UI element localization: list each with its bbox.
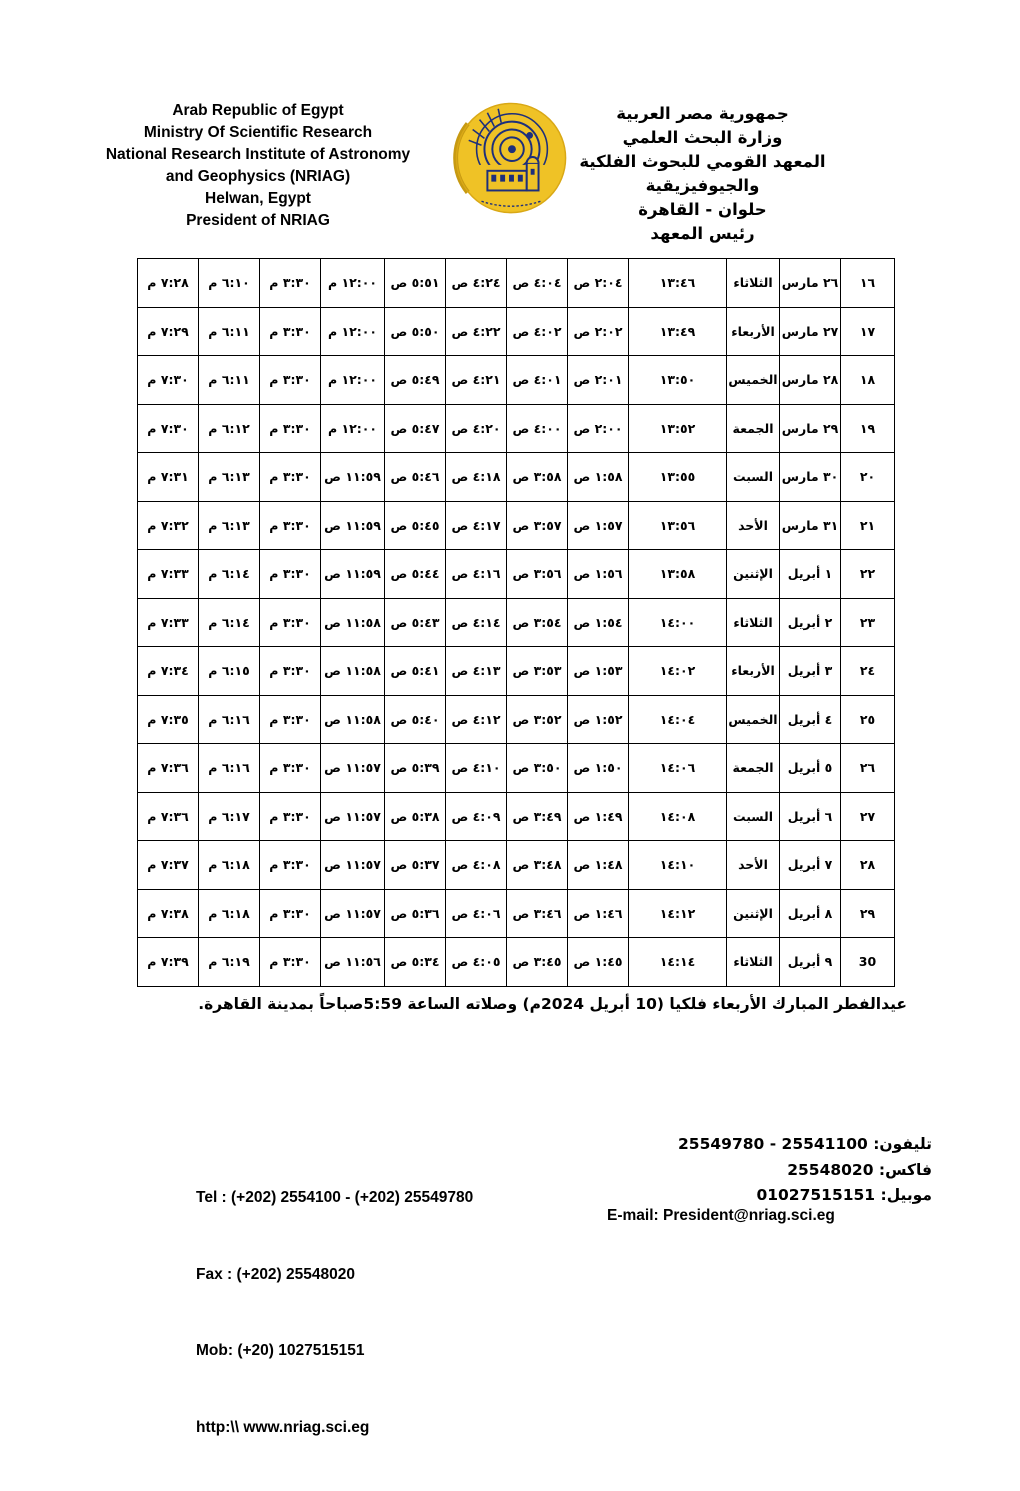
- table-row: [138, 938, 895, 987]
- cell-maghrib: ٦:١٢ م: [199, 404, 260, 453]
- cell-sunrise: ٥:٥١ ص: [385, 259, 446, 308]
- cell-isha: ٧:٣١ م: [138, 453, 199, 502]
- cell-sunrise: ٥:٤٣ ص: [385, 598, 446, 647]
- cell-sunrise: ٥:٣٦ ص: [385, 889, 446, 938]
- cell-duration: ١٣:٥٦: [629, 501, 727, 550]
- cell-suhoor: ١:٤٩ ص: [568, 792, 629, 841]
- letterhead-line: Ministry Of Scientific Research: [143, 124, 373, 141]
- cell-weekday: السبت: [727, 792, 780, 841]
- cell-isha: ٧:٣٣ م: [138, 550, 199, 599]
- cell-dhuhr: ١٢:٠٠ م: [321, 307, 385, 356]
- cell-isha: ٧:٣٦ م: [138, 792, 199, 841]
- cell-dhuhr: ١٢:٠٠ م: [321, 356, 385, 405]
- cell-weekday: الخميس: [727, 695, 780, 744]
- cell-suhoor: ١:٥٣ ص: [568, 647, 629, 696]
- letterhead-line: Helwan, Egypt: [205, 190, 311, 207]
- letterhead-line: جمهورية مصر العربية: [616, 104, 789, 123]
- cell-day: ٢٢: [841, 550, 895, 599]
- cell-duration: ١٤:١٢: [629, 889, 727, 938]
- cell-date: ٤ أبريل: [780, 695, 841, 744]
- cell-isha: ٧:٣٨ م: [138, 889, 199, 938]
- cell-weekday: الأربعاء: [727, 307, 780, 356]
- cell-duration: ١٣:٥٨: [629, 550, 727, 599]
- cell-sunrise: ٥:٤٠ ص: [385, 695, 446, 744]
- cell-duration: ١٣:٥٠: [629, 356, 727, 405]
- cell-fajr: ٤:١٧ ص: [446, 501, 507, 550]
- footer-contact-english: [196, 1134, 473, 1491]
- cell-dhuhr: ١١:٥٩ ص: [321, 453, 385, 502]
- cell-fajr: ٤:١٨ ص: [446, 453, 507, 502]
- cell-sunrise: ٥:٤٧ ص: [385, 404, 446, 453]
- cell-suhoor: ١:٤٦ ص: [568, 889, 629, 938]
- cell-dhuhr: ١٢:٠٠ م: [321, 404, 385, 453]
- cell-sunrise: ٥:٤٩ ص: [385, 356, 446, 405]
- cell-duration: ١٣:٥٢: [629, 404, 727, 453]
- table-row: [138, 404, 895, 453]
- cell-maghrib: ٦:١٥ م: [199, 647, 260, 696]
- cell-sunrise: ٥:٤٦ ص: [385, 453, 446, 502]
- mobile-line-arabic: موبيل: 01027515151: [756, 1186, 932, 1204]
- cell-imsak: ٣:٥٢ ص: [507, 695, 568, 744]
- cell-day: ٢١: [841, 501, 895, 550]
- cell-dhuhr: ١١:٥٨ ص: [321, 695, 385, 744]
- cell-suhoor: ٢:٠٠ ص: [568, 404, 629, 453]
- cell-imsak: ٣:٥٤ ص: [507, 598, 568, 647]
- cell-date: ٢٦ مارس: [780, 259, 841, 308]
- cell-day: ٢٩: [841, 889, 895, 938]
- table-row: [138, 598, 895, 647]
- cell-asr: ٣:٣٠ م: [260, 647, 321, 696]
- cell-imsak: ٤:٠٢ ص: [507, 307, 568, 356]
- cell-duration: ١٤:٠٦: [629, 744, 727, 793]
- table-row: [138, 841, 895, 890]
- cell-duration: ١٣:٥٥: [629, 453, 727, 502]
- letterhead-line: Arab Republic of Egypt: [172, 102, 344, 119]
- timetable-body: [138, 259, 895, 987]
- cell-sunrise: ٥:٤١ ص: [385, 647, 446, 696]
- cell-asr: ٣:٣٠ م: [260, 889, 321, 938]
- table-row: [138, 453, 895, 502]
- cell-suhoor: ١:٥٦ ص: [568, 550, 629, 599]
- cell-maghrib: ٦:١٠ م: [199, 259, 260, 308]
- cell-isha: ٧:٣٢ م: [138, 501, 199, 550]
- cell-date: ٢٩ مارس: [780, 404, 841, 453]
- table-row: [138, 307, 895, 356]
- cell-imsak: ٣:٥٦ ص: [507, 550, 568, 599]
- letterhead-english: [93, 100, 423, 232]
- table-row: [138, 550, 895, 599]
- cell-maghrib: ٦:١٣ م: [199, 501, 260, 550]
- cell-date: ٦ أبريل: [780, 792, 841, 841]
- cell-fajr: ٤:٠٥ ص: [446, 938, 507, 987]
- cell-imsak: ٣:٤٥ ص: [507, 938, 568, 987]
- cell-fajr: ٤:٢١ ص: [446, 356, 507, 405]
- cell-date: ٣١ مارس: [780, 501, 841, 550]
- table-row: [138, 501, 895, 550]
- tel-line: Tel : (+202) 2554100 - (+202) 25549780: [196, 1189, 474, 1206]
- email-line: E-mail: President@nriag.sci.eg: [607, 1207, 835, 1224]
- cell-fajr: ٤:١٣ ص: [446, 647, 507, 696]
- cell-maghrib: ٦:١١ م: [199, 356, 260, 405]
- cell-weekday: الأحد: [727, 501, 780, 550]
- cell-fajr: ٤:١٦ ص: [446, 550, 507, 599]
- cell-weekday: الجمعة: [727, 744, 780, 793]
- cell-fajr: ٤:٠٨ ص: [446, 841, 507, 890]
- cell-duration: ١٤:٠٨: [629, 792, 727, 841]
- table-row: [138, 792, 895, 841]
- cell-sunrise: ٥:٣٩ ص: [385, 744, 446, 793]
- table-row: [138, 356, 895, 405]
- cell-imsak: ٤:٠١ ص: [507, 356, 568, 405]
- tel-line-arabic: تليفون: 25541100 - 25549780: [678, 1135, 932, 1153]
- cell-date: ٢٧ مارس: [780, 307, 841, 356]
- cell-duration: ١٤:١٤: [629, 938, 727, 987]
- cell-asr: ٣:٣٠ م: [260, 501, 321, 550]
- cell-fajr: ٤:١٢ ص: [446, 695, 507, 744]
- cell-date: ٢٨ مارس: [780, 356, 841, 405]
- letterhead-line: President of NRIAG: [186, 212, 330, 229]
- cell-dhuhr: ١١:٥٦ ص: [321, 938, 385, 987]
- cell-imsak: ٤:٠٤ ص: [507, 259, 568, 308]
- cell-date: ٣٠ مارس: [780, 453, 841, 502]
- cell-suhoor: ٢:٠١ ص: [568, 356, 629, 405]
- cell-day: ١٧: [841, 307, 895, 356]
- cell-isha: ٧:٣٩ م: [138, 938, 199, 987]
- cell-fajr: ٤:١٤ ص: [446, 598, 507, 647]
- cell-maghrib: ٦:١١ م: [199, 307, 260, 356]
- cell-dhuhr: ١١:٥٧ ص: [321, 792, 385, 841]
- cell-asr: ٣:٣٠ م: [260, 259, 321, 308]
- cell-day: ١٦: [841, 259, 895, 308]
- cell-maghrib: ٦:١٨ م: [199, 841, 260, 890]
- cell-imsak: ٣:٥٣ ص: [507, 647, 568, 696]
- cell-weekday: الجمعة: [727, 404, 780, 453]
- cell-imsak: ٣:٥٠ ص: [507, 744, 568, 793]
- cell-imsak: ٣:٤٦ ص: [507, 889, 568, 938]
- cell-imsak: ٣:٤٩ ص: [507, 792, 568, 841]
- cell-maghrib: ٦:١٦ م: [199, 744, 260, 793]
- cell-suhoor: ١:٥٤ ص: [568, 598, 629, 647]
- cell-weekday: الخميس: [727, 356, 780, 405]
- cell-asr: ٣:٣٠ م: [260, 792, 321, 841]
- cell-date: ٧ أبريل: [780, 841, 841, 890]
- cell-suhoor: ١:٥٠ ص: [568, 744, 629, 793]
- cell-dhuhr: ١١:٥٧ ص: [321, 744, 385, 793]
- cell-day: ٢٣: [841, 598, 895, 647]
- cell-imsak: ٣:٥٧ ص: [507, 501, 568, 550]
- cell-duration: ١٤:٠٤: [629, 695, 727, 744]
- cell-asr: ٣:٣٠ م: [260, 356, 321, 405]
- cell-weekday: الإثنين: [727, 550, 780, 599]
- cell-isha: ٧:٣٣ م: [138, 598, 199, 647]
- cell-imsak: ٤:٠٠ ص: [507, 404, 568, 453]
- cell-imsak: ٣:٥٨ ص: [507, 453, 568, 502]
- cell-duration: ١٣:٤٩: [629, 307, 727, 356]
- letterhead-line: رئيس المعهد: [650, 224, 755, 243]
- cell-sunrise: ٥:٣٨ ص: [385, 792, 446, 841]
- cell-date: ٨ أبريل: [780, 889, 841, 938]
- cell-isha: ٧:٣٠ م: [138, 356, 199, 405]
- table-row: [138, 889, 895, 938]
- fax-line: Fax : (+202) 25548020: [196, 1265, 355, 1283]
- cell-date: ٥ أبريل: [780, 744, 841, 793]
- cell-day: ١٨: [841, 356, 895, 405]
- cell-suhoor: ٢:٠٢ ص: [568, 307, 629, 356]
- cell-suhoor: ١:٥٢ ص: [568, 695, 629, 744]
- cell-day: ٢٤: [841, 647, 895, 696]
- cell-weekday: الثلاثاء: [727, 938, 780, 987]
- cell-fajr: ٤:٠٦ ص: [446, 889, 507, 938]
- cell-isha: ٧:٢٩ م: [138, 307, 199, 356]
- cell-isha: ٧:٣٧ م: [138, 841, 199, 890]
- website-line: http:\\ www.nriag.sci.eg: [196, 1418, 370, 1436]
- cell-day: 30: [841, 938, 895, 987]
- cell-duration: ١٤:٠٠: [629, 598, 727, 647]
- cell-maghrib: ٦:١٨ م: [199, 889, 260, 938]
- cell-day: ٢٥: [841, 695, 895, 744]
- cell-weekday: الإثنين: [727, 889, 780, 938]
- cell-weekday: الأحد: [727, 841, 780, 890]
- fax-line-arabic: فاكس: 25548020: [787, 1160, 932, 1179]
- cell-asr: ٣:٣٠ م: [260, 598, 321, 647]
- cell-fajr: ٤:٢٠ ص: [446, 404, 507, 453]
- letterhead-arabic: [535, 102, 870, 246]
- letterhead-line: National Research Institute of Astronomy: [105, 146, 411, 163]
- cell-suhoor: ١:٥٨ ص: [568, 453, 629, 502]
- cell-date: ٩ أبريل: [780, 938, 841, 987]
- eid-announcement: عيدالفطر المبارك الأربعاء فلكيا (10 أبريل 2024م) وصلاته الساعة 5:59صباحاً بمدينة القاهرة.: [198, 995, 907, 1013]
- letterhead-line: وزارة البحث العلمي: [622, 128, 783, 147]
- cell-day: ١٩: [841, 404, 895, 453]
- cell-imsak: ٣:٤٨ ص: [507, 841, 568, 890]
- cell-day: ٢٨: [841, 841, 895, 890]
- cell-duration: ١٣:٤٦: [629, 259, 727, 308]
- cell-sunrise: ٥:٤٤ ص: [385, 550, 446, 599]
- mobile-line: Mob: (+20) 1027515151: [196, 1342, 365, 1359]
- cell-asr: ٣:٣٠ م: [260, 404, 321, 453]
- cell-fajr: ٤:٢٢ ص: [446, 307, 507, 356]
- cell-day: ٢٧: [841, 792, 895, 841]
- cell-dhuhr: ١١:٥٩ ص: [321, 550, 385, 599]
- cell-isha: ٧:٣٠ م: [138, 404, 199, 453]
- cell-weekday: الأربعاء: [727, 647, 780, 696]
- cell-fajr: ٤:٢٤ ص: [446, 259, 507, 308]
- cell-dhuhr: ١١:٥٧ ص: [321, 841, 385, 890]
- cell-date: ٢ أبريل: [780, 598, 841, 647]
- cell-sunrise: ٥:٤٥ ص: [385, 501, 446, 550]
- footer-contact-arabic: [678, 1132, 932, 1209]
- cell-fajr: ٤:٠٩ ص: [446, 792, 507, 841]
- cell-isha: ٧:٣٦ م: [138, 744, 199, 793]
- cell-sunrise: ٥:٣٧ ص: [385, 841, 446, 890]
- cell-dhuhr: ١١:٥٨ ص: [321, 647, 385, 696]
- table-row: [138, 647, 895, 696]
- cell-sunrise: ٥:٥٠ ص: [385, 307, 446, 356]
- table-row: [138, 695, 895, 744]
- cell-day: ٢٦: [841, 744, 895, 793]
- cell-suhoor: ١:٤٥ ص: [568, 938, 629, 987]
- cell-maghrib: ٦:١٦ م: [199, 695, 260, 744]
- ramadan-timetable: [137, 258, 895, 987]
- cell-dhuhr: ١٢:٠٠ م: [321, 259, 385, 308]
- cell-sunrise: ٥:٣٤ ص: [385, 938, 446, 987]
- cell-duration: ١٤:١٠: [629, 841, 727, 890]
- cell-asr: ٣:٣٠ م: [260, 841, 321, 890]
- cell-isha: ٧:٣٥ م: [138, 695, 199, 744]
- cell-weekday: السبت: [727, 453, 780, 502]
- cell-date: ٣ أبريل: [780, 647, 841, 696]
- cell-maghrib: ٦:١٤ م: [199, 550, 260, 599]
- cell-maghrib: ٦:١٤ م: [199, 598, 260, 647]
- cell-asr: ٣:٣٠ م: [260, 695, 321, 744]
- cell-fajr: ٤:١٠ ص: [446, 744, 507, 793]
- cell-dhuhr: ١١:٥٧ ص: [321, 889, 385, 938]
- cell-asr: ٣:٣٠ م: [260, 938, 321, 987]
- letterhead-line: حلوان - القاهرة: [638, 200, 767, 219]
- cell-suhoor: ١:٥٧ ص: [568, 501, 629, 550]
- cell-maghrib: ٦:١٣ م: [199, 453, 260, 502]
- cell-weekday: الثلاثاء: [727, 598, 780, 647]
- letterhead-line: المعهد القومي للبحوث الفلكية والجيوفيزيقية: [579, 152, 826, 195]
- cell-day: ٢٠: [841, 453, 895, 502]
- cell-weekday: الثلاثاء: [727, 259, 780, 308]
- cell-isha: ٧:٣٤ م: [138, 647, 199, 696]
- cell-asr: ٣:٣٠ م: [260, 453, 321, 502]
- table-row: [138, 744, 895, 793]
- letterhead-line: and Geophysics (NRIAG): [165, 168, 351, 185]
- cell-date: ١ أبريل: [780, 550, 841, 599]
- cell-maghrib: ٦:١٩ م: [199, 938, 260, 987]
- cell-suhoor: ٢:٠٤ ص: [568, 259, 629, 308]
- cell-asr: ٣:٣٠ م: [260, 307, 321, 356]
- cell-suhoor: ١:٤٨ ص: [568, 841, 629, 890]
- cell-asr: ٣:٣٠ م: [260, 550, 321, 599]
- cell-maghrib: ٦:١٧ م: [199, 792, 260, 841]
- cell-dhuhr: ١١:٥٨ ص: [321, 598, 385, 647]
- cell-isha: ٧:٢٨ م: [138, 259, 199, 308]
- cell-asr: ٣:٣٠ م: [260, 744, 321, 793]
- table-row: [138, 259, 895, 308]
- cell-duration: ١٤:٠٢: [629, 647, 727, 696]
- cell-dhuhr: ١١:٥٩ ص: [321, 501, 385, 550]
